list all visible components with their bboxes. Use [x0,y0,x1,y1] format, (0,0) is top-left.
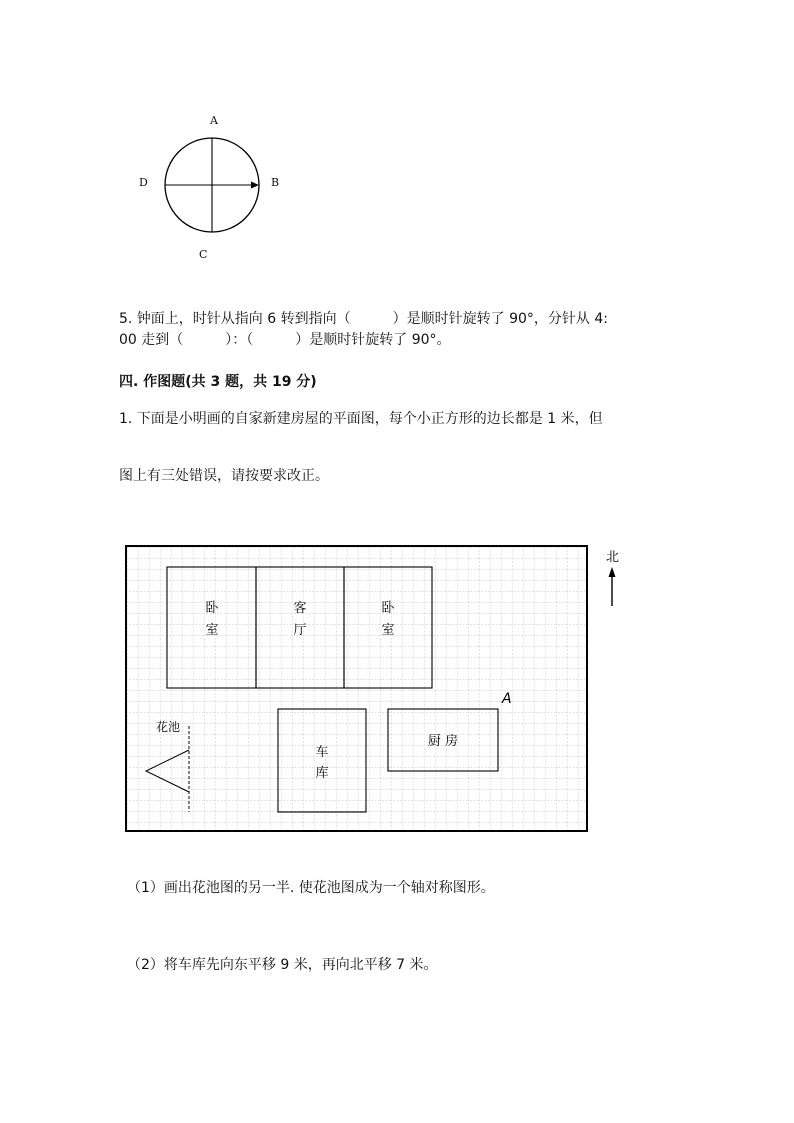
garage-label-1: 车 [315,745,329,760]
bedroom-right-label-1: 卧 [381,601,395,616]
living-room-label-2: 厅 [293,623,307,638]
north-label: 北 [606,550,620,565]
compass-label-a: A [210,114,218,127]
grid-background [127,547,587,831]
q1-line-1: 1. 下面是小明画的自家新建房屋的平面图，每个小正方形的边长都是 1 米，但 [119,411,603,427]
subquestion-2: （2）将车库先向东平移 9 米，再向北平移 7 米。 [127,957,438,973]
q1-line-2: 图上有三处错误，请按要求改正。 [119,468,329,484]
compass-label-d: D [139,176,148,189]
compass-label-c: C [199,248,208,261]
compass-label-b: B [271,176,280,189]
bedroom-left-label-2: 室 [205,623,219,638]
q5-line-2: 00 走到（ ）：（ ）是顺时针旋转了 90°。 [119,332,451,348]
bedroom-left-label-1: 卧 [205,601,219,616]
bedroom-right-label-2: 室 [381,623,395,638]
section-heading: 四. 作图题(共 3 题，共 19 分) [119,374,317,390]
living-room-label-1: 客 [293,601,307,616]
flower-bed-label: 花池 [156,720,181,734]
garage-label-2: 库 [315,766,329,781]
subquestion-1: （1）画出花池图的另一半. 使花池图成为一个轴对称图形。 [127,880,495,896]
point-a-label: A [502,691,512,707]
north-arrow-icon [609,567,616,577]
kitchen-label: 厨 房 [427,734,459,749]
q5-line-1: 5. 钟面上，时针从指向 6 转到指向（ ）是顺时针旋转了 90°，分针从 4: [119,311,608,327]
